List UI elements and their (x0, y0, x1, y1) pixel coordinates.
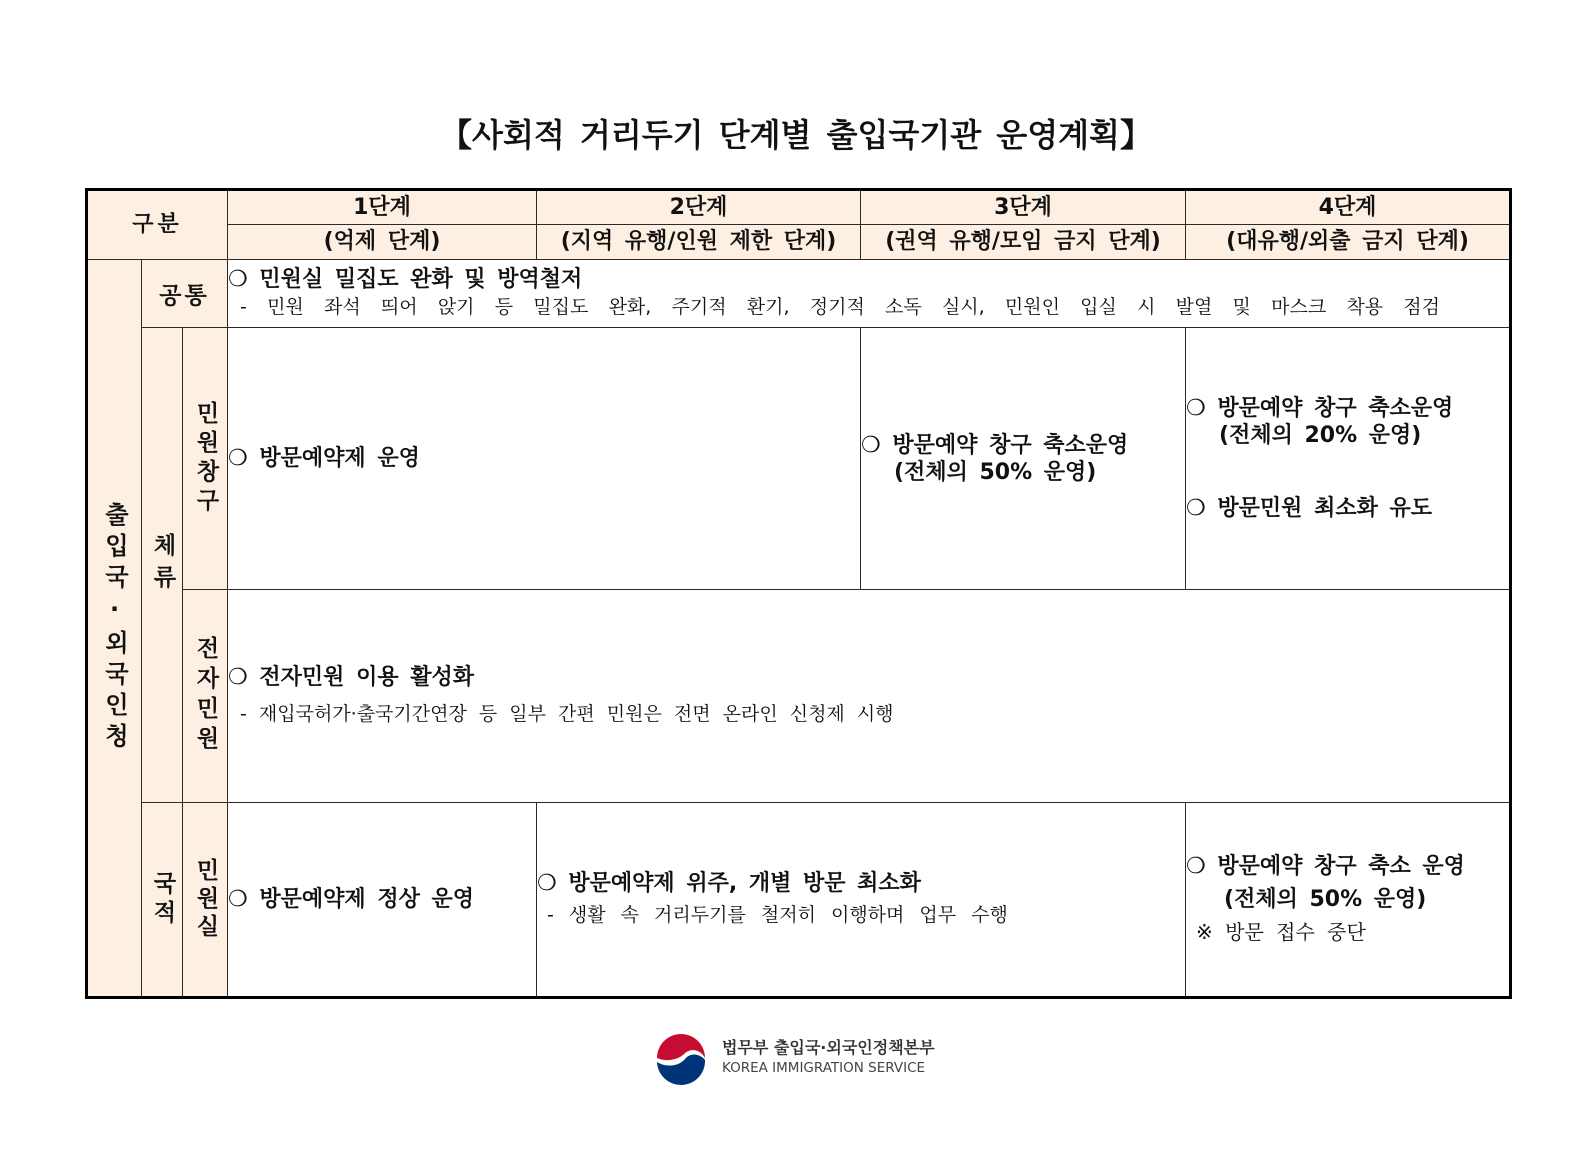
stage-1-name: 1단계 (228, 190, 537, 225)
stage-3-desc: (권역 유행/모임 금지 단계) (861, 225, 1186, 260)
stage-1-desc: (억제 단계) (228, 225, 537, 260)
electronic-row (87, 590, 1511, 803)
nationality-label: 국적 (149, 870, 176, 929)
office-stage4-remark: ※ 방문 접수 중단 (1196, 920, 1366, 944)
org-name-en: KOREA IMMIGRATION SERVICE (722, 1060, 926, 1076)
common-title: ❍ 민원실 밀집도 완화 및 방역철저 (228, 266, 583, 292)
counter-label: 민원창구 (192, 400, 219, 517)
stage-3-name: 3단계 (861, 190, 1186, 225)
common-detail: - 민원 좌석 띄어 앉기 등 밀집도 완화, 주기적 환기, 정기적 소독 실시, 민원인 입실 시 발열 및 마스크 착용 점검 (240, 295, 1441, 318)
office-row (87, 803, 1511, 998)
counter-stage3-note: (전체의 50% 운영) (894, 459, 1097, 485)
counter-stage3-text: ❍ 방문예약 창구 축소운영 (861, 432, 1129, 458)
counter-stage12-text: ❍ 방문예약제 운영 (228, 446, 420, 471)
office-label-cell (183, 803, 228, 998)
counter-stage12-cell (228, 328, 861, 590)
office-stage23-detail: - 생활 속 거리두기를 철저히 이행하며 업무 수행 (547, 903, 1008, 926)
header-category: 구분 (87, 190, 228, 260)
office-stage4-text: ❍ 방문예약 창구 축소 운영 (1186, 854, 1465, 879)
common-content-cell (228, 260, 1511, 328)
stage-4-name: 4단계 (1186, 190, 1511, 225)
common-row (87, 260, 1511, 328)
counter-stage4-item-1-note: (전체의 20% 운영) (1219, 423, 1422, 448)
header-row-stage-names (87, 190, 1511, 225)
page-title: 【사회적 거리두기 단계별 출입국기관 운영계획】 (440, 116, 1152, 154)
counter-stage4-cell (1186, 328, 1511, 590)
header-row-stage-descriptions (87, 225, 1511, 260)
electronic-detail: - 재입국허가·출국기간연장 등 일부 간편 민원은 전면 온라인 신청제 시행 (240, 702, 894, 725)
common-label: 공통 (142, 260, 228, 328)
electronic-label: 전자민원 (192, 636, 219, 756)
office-stage1-text: ❍ 방문예약제 정상 운영 (228, 887, 474, 912)
office-label: 민원실 (192, 857, 219, 942)
counter-stage4-item-1-text: ❍ 방문예약 창구 축소운영 (1186, 396, 1454, 421)
electronic-content-cell (228, 590, 1511, 803)
counter-stage3-cell (861, 328, 1186, 590)
korea-government-emblem-icon (653, 1030, 709, 1086)
org-label: 출입국·외국인청 (100, 502, 129, 754)
office-stage23-text: ❍ 방문예약제 위주, 개별 방문 최소화 (537, 870, 921, 896)
office-stage23-cell (537, 803, 1186, 998)
counter-row (87, 328, 1511, 590)
counter-label-cell (183, 328, 228, 590)
electronic-label-cell (183, 590, 228, 803)
electronic-title: ❍ 전자민원 이용 활성화 (228, 664, 474, 690)
stage-2-desc: (지역 유행/인원 제한 단계) (537, 225, 861, 260)
org-name: 법무부 출입국·외국인정책본부 (722, 1038, 935, 1057)
stage-4-desc: (대유행/외출 금지 단계) (1186, 225, 1511, 260)
office-stage4-note: (전체의 50% 운영) (1224, 887, 1427, 912)
stage-2-name: 2단계 (537, 190, 861, 225)
stay-label-cell (142, 328, 183, 803)
office-stage1-cell (228, 803, 537, 998)
stay-label: 체류 (149, 533, 176, 597)
counter-stage4-item-2-text: ❍ 방문민원 최소화 유도 (1186, 496, 1432, 521)
operation-plan-table (85, 188, 1512, 999)
nationality-label-cell (142, 803, 183, 998)
org-label-cell (87, 260, 142, 998)
office-stage4-cell (1186, 803, 1511, 998)
